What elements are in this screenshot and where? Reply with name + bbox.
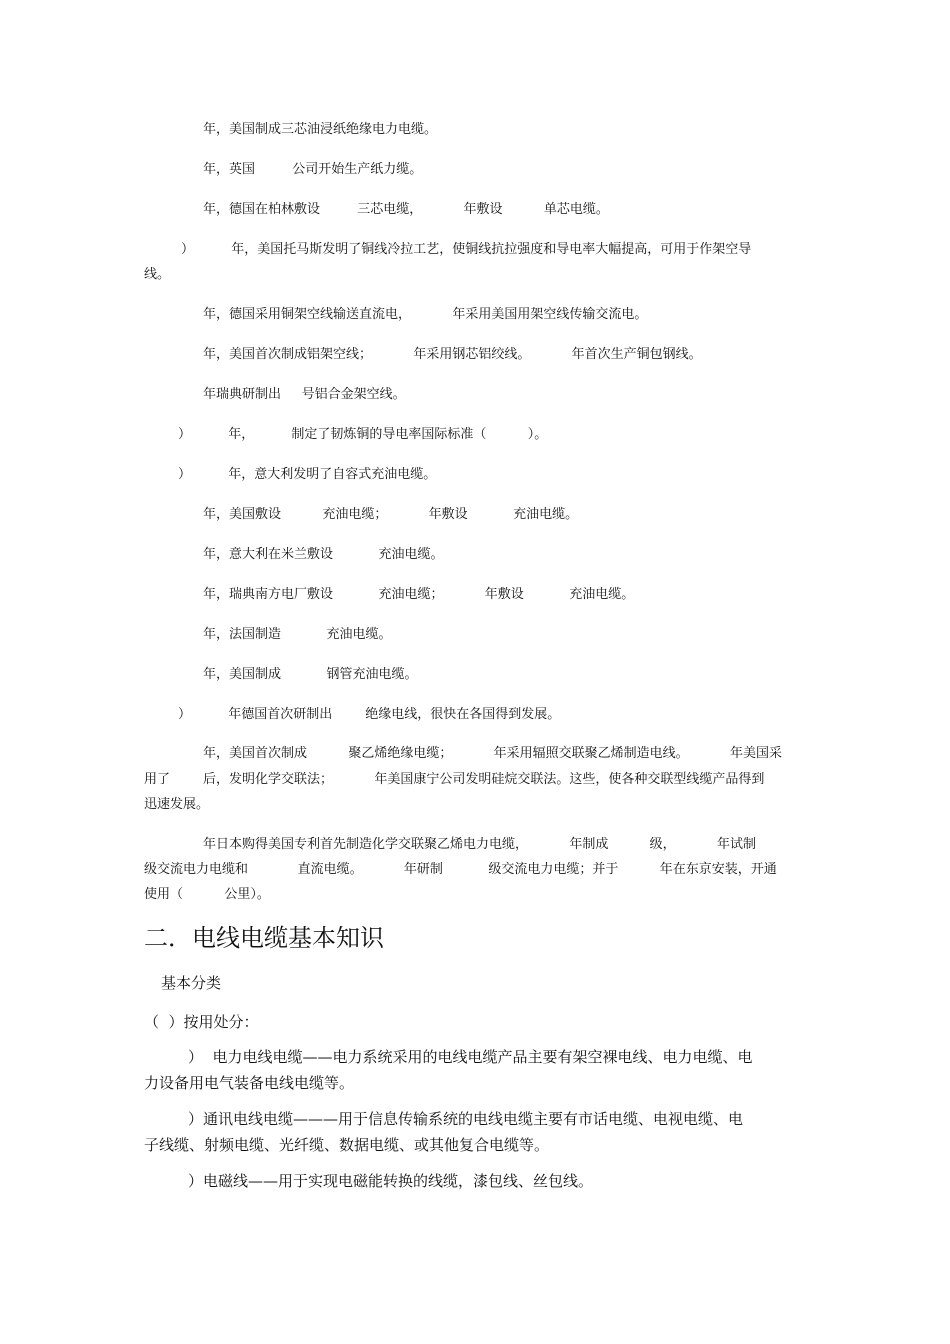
history-line: 年，美国首次制成 聚乙烯绝缘电缆； 年采用辐照交联聚乙烯制造电线。 年美国采	[203, 746, 782, 761]
history-line: 年，意大利在米兰敷设 充油电缆。	[203, 547, 444, 562]
history-line: ） 年，美国托马斯发明了铜线冷拉工艺，使铜线抗拉强度和导电率大幅提高，可用于作架空导	[181, 242, 752, 257]
history-line: 年，美国敷设 充油电缆； 年敷设 充油电缆。	[203, 507, 579, 522]
history-line: 级交流电力电缆和 直流电缆。 年研制 级交流电力电缆；并于 年在东京安装，开通	[144, 862, 777, 877]
history-line: 年，德国采用铜架空线输送直流电， 年采用美国用架空线传输交流电。	[203, 307, 648, 322]
classification-item-line: ）通讯电线电缆———用于信息传输系统的电线电缆主要有市话电缆、电视电缆、电	[188, 1110, 744, 1128]
history-line: 线。	[144, 267, 171, 282]
history-line: ） 年，意大利发明了自容式充油电缆。	[178, 467, 437, 482]
history-line: 年，德国在柏林敷设 三芯电缆， 年敷设 单芯电缆。	[203, 202, 609, 217]
subsection-title: 基本分类	[161, 974, 222, 992]
history-line: ） 年， 制定了韧炼铜的导电率国际标准（ ）。	[178, 427, 548, 442]
classification-item-line: ）电磁线——用于实现电磁能转换的线缆，漆包线、丝包线。	[188, 1172, 594, 1190]
history-line: 年，瑞典南方电厂敷设 充油电缆； 年敷设 充油电缆。	[203, 587, 635, 602]
history-line: 年，美国首次制成铝架空线； 年采用钢芯铝绞线。 年首次生产铜包钢线。	[203, 347, 702, 362]
history-line: ） 年德国首次研制出 绝缘电线，很快在各国得到发展。	[178, 707, 561, 722]
history-line: 年，英国 公司开始生产纸力缆。	[203, 162, 423, 177]
classification-by-use: （ ）按用处分：	[144, 1013, 259, 1031]
classification-item-line: ） 电力电线电缆——电力系统采用的电线电缆产品主要有架空裸电线、电力电缆、电	[188, 1048, 753, 1066]
history-line: 年，美国制成 钢管充油电缆。	[203, 667, 418, 682]
history-line: 使用（ 公里）。	[144, 887, 270, 902]
classification-item-line: 力设备用电气装备电线电缆等。	[144, 1074, 355, 1092]
history-line: 用了 后，发明化学交联法； 年美国康宁公司发明硅烷交联法。这些，使各种交联型线缆产品得到	[144, 772, 765, 787]
classification-item-line: 子线缆、射频电缆、光纤缆、数据电缆、或其他复合电缆等。	[144, 1136, 550, 1154]
history-line: 年日本购得美国专利首先制造化学交联聚乙烯电力电缆， 年制成 级， 年试制	[203, 837, 756, 852]
history-line: 迅速发展。	[144, 797, 210, 812]
history-line: 年，美国制成三芯油浸纸绝缘电力电缆。	[203, 122, 438, 137]
history-line: 年，法国制造 充油电缆。	[203, 627, 392, 642]
history-line: 年瑞典研制出 号铝合金架空线。	[203, 387, 406, 402]
section-title: 二．电线电缆基本知识	[144, 924, 384, 952]
